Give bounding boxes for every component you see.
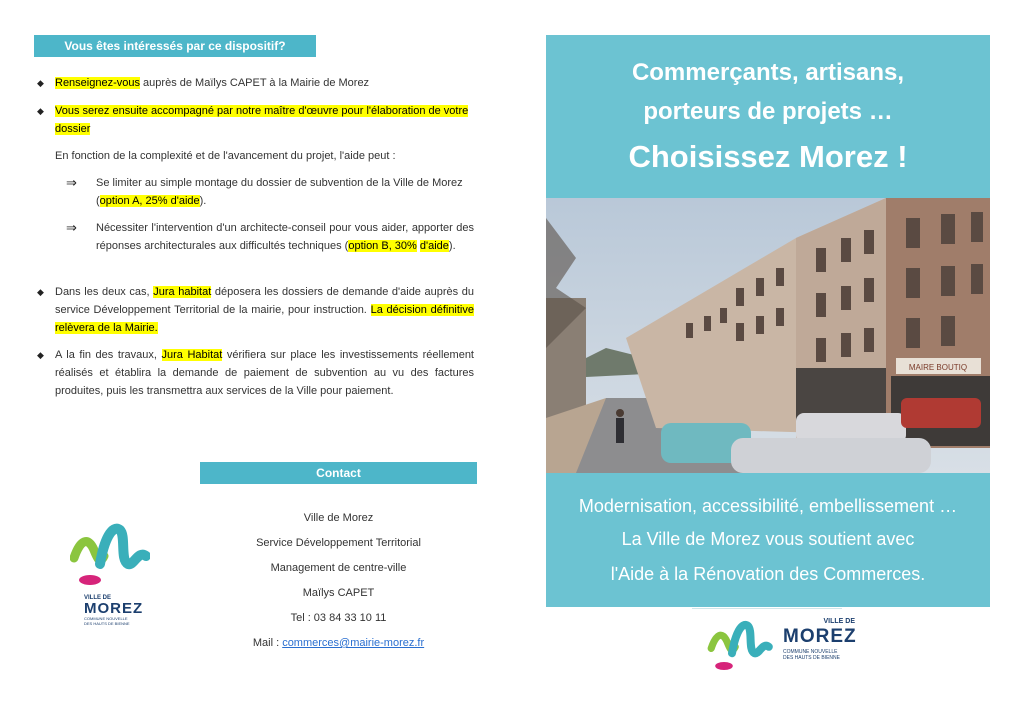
highlight-text: Vous serez ensuite accompagné par notre maître d'œuvre pour l'élaboration de votre	[55, 105, 469, 117]
bullet-both-cases	[37, 283, 475, 337]
contact-mail	[200, 637, 477, 649]
option-text: Nécessiter l'intervention d'un architecte-conseil pour vous aider, apporter des réponses architecturales aux difficultés techniques (	[96, 222, 474, 252]
highlight-text: option B, 30%	[348, 240, 417, 252]
subtitle-line-1: Modernisation, accessibilité, embellissement …	[578, 496, 958, 516]
double-arrow-icon: ⇒	[66, 175, 77, 190]
morez-logo-left	[70, 520, 150, 630]
highlight-text: d'aide	[419, 240, 449, 252]
mail-label: Mail :	[252, 637, 283, 649]
bullet-inform	[37, 74, 475, 92]
logo-name: MOREZ	[783, 626, 857, 647]
morez-logo-right	[705, 618, 865, 678]
highlight-text: Jura Habitat	[161, 349, 223, 361]
paren: ).	[448, 240, 456, 252]
option-b	[66, 219, 474, 255]
subtitle-line-2: La Ville de Morez vous soutient avec	[621, 529, 915, 549]
contact-management: Management de centre-ville	[270, 562, 407, 574]
paren: (	[96, 195, 100, 207]
street-photo	[546, 198, 990, 473]
bullet-text: Dans les deux cas,	[55, 286, 154, 298]
highlight-text: Renseignez-vous	[55, 77, 140, 89]
logo-ville-de: VILLE DE	[823, 618, 855, 625]
contact-header: Contact	[200, 462, 477, 484]
mail-link[interactable]: commerces@mairie-morez.fr	[282, 637, 425, 649]
subtitle-line-3: l'Aide à la Rénovation des Commerces.	[610, 564, 926, 584]
paren: ).	[199, 195, 207, 207]
bullet-text: A la fin des travaux,	[55, 349, 162, 361]
title-main: Choisissez Morez !	[628, 139, 908, 174]
title-line-2: porteurs de projets …	[643, 98, 893, 125]
contact-service: Service Développement Territorial	[256, 537, 421, 549]
option-text: Se limiter au simple montage du dossier de subvention de la Ville de Morez	[96, 177, 463, 189]
highlight-text: dossier	[55, 123, 91, 135]
highlight-text: option A, 25% d'aide	[99, 195, 200, 207]
logo-tagline-1: COMMUNE NOUVELLE	[783, 649, 838, 655]
logo-name: MOREZ	[84, 600, 144, 617]
morez-logo-mark-icon	[70, 520, 150, 590]
bullet-text: auprès de Maïlys CAPET à la Mairie de Morez	[140, 77, 370, 89]
logo-tagline-2: DES HAUTS DE BIENNE	[783, 655, 840, 661]
logo-tagline-2: DES HAUTS DE BIENNE	[84, 621, 130, 626]
diamond-bullet-icon: ◆	[37, 350, 44, 360]
option-a	[66, 174, 474, 210]
interest-header: Vous êtes intéressés par ce dispositif?	[34, 35, 316, 57]
contact-person: Maïlys CAPET	[302, 587, 375, 599]
highlight-text: Jura habitat	[153, 286, 212, 298]
logo-tagline-1: COMMUNE NOUVELLE	[84, 616, 128, 621]
bullet-text: déposera les dossiers de demande d'aide auprès du service Développement Territorial de la mairie, pour instruction.	[55, 286, 475, 316]
divider	[692, 608, 842, 609]
diamond-bullet-icon: ◆	[37, 106, 44, 116]
bullet-accompany	[37, 102, 475, 138]
contact-tel: Tel : 03 84 33 10 11	[290, 612, 387, 624]
shop-sign-text: MAIRE BOUTIQ	[908, 363, 968, 372]
logo-ville-de: VILLE DE	[84, 595, 112, 601]
bullet-end-works	[37, 346, 474, 400]
contact-org: Ville de Morez	[303, 512, 374, 524]
diamond-bullet-icon: ◆	[37, 78, 44, 88]
double-arrow-icon: ⇒	[66, 220, 77, 235]
highlight-text: La décision définitive relèvera de la Mairie.	[55, 304, 474, 334]
title-line-1: Commerçants, artisans,	[631, 59, 905, 86]
street-photo-illustration	[546, 198, 990, 473]
diamond-bullet-icon: ◆	[37, 287, 44, 297]
morez-logo-mark-icon	[705, 618, 775, 674]
bullet-text: vérifiera sur place les investissements réellement réalisés et établira la demande de paiement de subvention au vu des factures produites, puis les transmettra aux services de la Ville pour paiement.	[55, 349, 474, 397]
aid-intro: En fonction de la complexité et de l'avancement du projet, l'aide peut :	[55, 150, 396, 162]
